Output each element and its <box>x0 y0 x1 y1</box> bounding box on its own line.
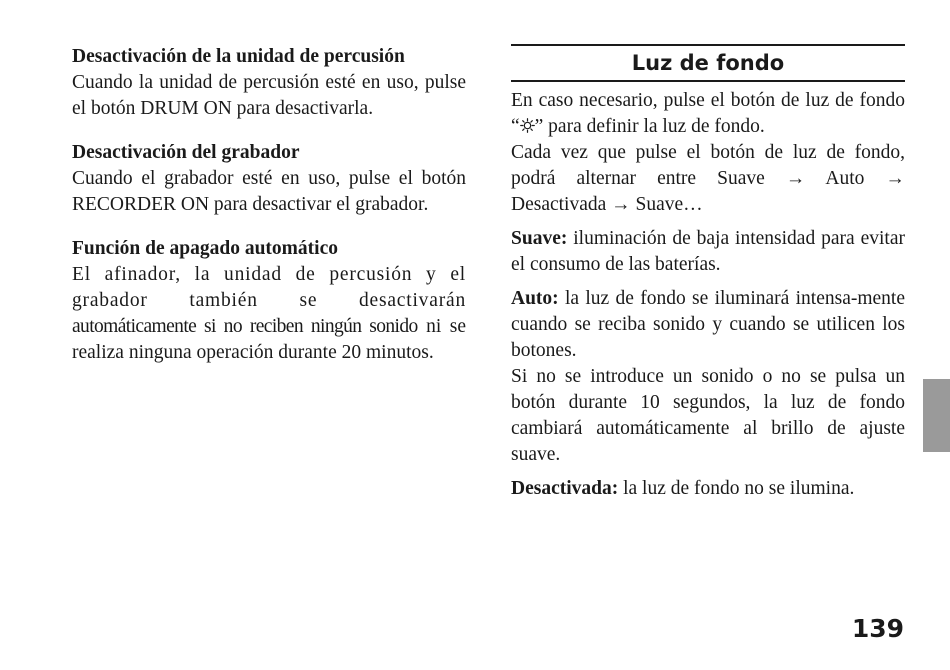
section-heading: Función de apagado automático <box>72 238 338 259</box>
auto-label: Auto: <box>511 288 559 309</box>
desactivada-text: la luz de fondo no se ilumina. <box>618 478 855 499</box>
intro-text: ” para definir la luz de fondo. <box>534 116 765 137</box>
section-title-bar <box>511 44 905 82</box>
body-line: automáticamente si no reciben ningún sonido <box>72 316 418 337</box>
section-title: Luz de fondo <box>631 51 785 75</box>
desactivada-paragraph <box>511 476 905 502</box>
auto-text: la luz de fondo se iluminará intensa-mente cuando se reciba sonido y cuando se utilicen los botones. <box>511 288 905 361</box>
right-column <box>511 44 905 510</box>
sun-icon <box>520 118 535 133</box>
intro-text: En caso necesario, pulse el botón de luz de fondo “ <box>511 90 905 137</box>
body-line: El afinador, la unidad de percusión y el grabador también se desactivarán <box>72 264 466 311</box>
page-number: 139 <box>851 614 904 643</box>
intro-paragraph <box>511 88 905 140</box>
auto-note-paragraph: Si no se introduce un sonido o no se pulsa un botón durante 10 segundos, la luz de fondo cambiará automáticamente al brillo de ajuste suave. <box>511 366 905 465</box>
section-body <box>72 262 466 366</box>
suave-label: Suave: <box>511 228 568 249</box>
section-auto-power-off <box>72 236 466 366</box>
section-heading: Desactivación de la unidad de percusión <box>72 46 405 67</box>
section-body: Cuando la unidad de percusión esté en uso, pulse el botón DRUM ON para desactivarla. <box>72 72 466 119</box>
suave-paragraph <box>511 226 905 278</box>
section-drum-off <box>72 44 466 122</box>
desactivada-label: Desactivada: <box>511 478 619 499</box>
body-line: ni se realiza ninguna operación durante 20 minutos. <box>72 316 466 363</box>
section-body: Cuando el grabador esté en uso, pulse el botón RECORDER ON para desactivar el grabador. <box>72 168 466 215</box>
section-recorder-off <box>72 140 466 218</box>
section-heading: Desactivación del grabador <box>72 142 300 163</box>
auto-paragraph <box>511 286 905 364</box>
left-column <box>72 44 466 384</box>
suave-text: iluminación de baja intensidad para evitar el consumo de las baterías. <box>511 228 905 275</box>
chapter-edge-tab <box>923 379 950 452</box>
cycle-paragraph: Cada vez que pulse el botón de luz de fondo, podrá alternar entre Suave → Auto → Desactivada → Suave… <box>511 142 905 215</box>
